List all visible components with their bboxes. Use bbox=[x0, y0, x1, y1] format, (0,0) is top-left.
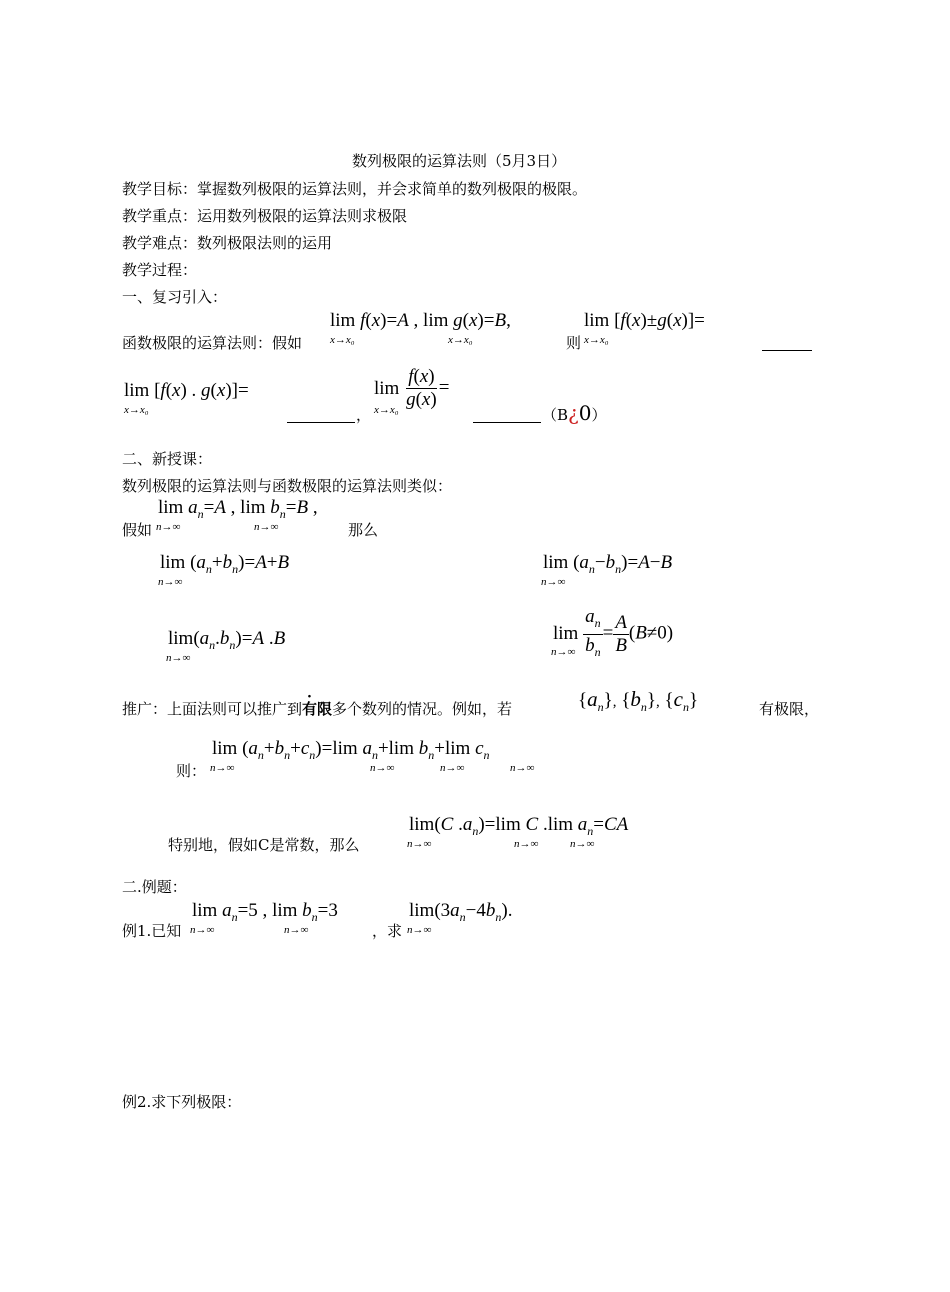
formula-sequence-limits-given: $\lim a_n=A$ , $\lim b_n=B$ , bbox=[158, 497, 318, 521]
sequence-rules-intro: 数列极限的运算法则与函数极限的运算法则类似： bbox=[122, 477, 453, 495]
formula-product-limit: lim [f(x) . g(x)]= bbox=[124, 380, 249, 401]
subscript-n-to-inf: n→∞ bbox=[551, 646, 576, 658]
then-label: 那么 bbox=[348, 521, 379, 539]
rule-sum: $\lim (a_n+b_n)=A+B$ bbox=[160, 552, 290, 576]
answer-blank-product[interactable] bbox=[287, 406, 355, 423]
subscript-n-to-inf: n→∞ bbox=[158, 576, 183, 588]
subscript-n-to-inf: n→∞ bbox=[514, 838, 539, 850]
rule-three-sum: $\lim (a_n+b_n+c_n)=\lim$ $a_n+\lim$ $b_n+\lim$ $c_n$ bbox=[212, 738, 490, 762]
answer-blank-quotient[interactable] bbox=[473, 406, 541, 423]
function-limit-rules-intro: 函数极限的运算法则：假如 bbox=[122, 334, 303, 352]
rule-difference: $\lim (a_n-b_n)=A-B$ bbox=[543, 552, 673, 576]
condition-B-nonzero: （B¿0） bbox=[542, 401, 607, 425]
subscript-n-to-inf: n→∞ bbox=[284, 924, 309, 936]
example-1-given: $\lim a_n=5$ , $\lim b_n=3$ bbox=[192, 900, 338, 924]
subscript-n-to-inf: n→∞ bbox=[166, 652, 191, 664]
rule-quotient: lim $\frac{a_n}{b_n}$ = $\frac{A}{B}$ (B≠0) bbox=[553, 606, 674, 659]
has-limit-label: 有极限， bbox=[759, 700, 820, 718]
section-new-lesson-heading: 二、新授课： bbox=[122, 450, 213, 468]
section-review-heading: 一、复习引入： bbox=[122, 288, 228, 306]
if-label: 假如 bbox=[122, 521, 153, 539]
subscript-n-to-inf: n→∞ bbox=[407, 838, 432, 850]
subscript-x-to-x0: x→x₀ bbox=[448, 334, 473, 346]
rule-product: $\lim(a_n.b_n)=A$ .B bbox=[168, 628, 286, 652]
subscript-x-to-x0: x→x₀ bbox=[330, 334, 355, 346]
subscript-n-to-inf: n→∞ bbox=[407, 924, 432, 936]
formula-quotient-limit: lim $\frac{f(x)}{g(x)}$ = bbox=[374, 366, 450, 410]
teaching-goal: 教学目标：掌握数列极限的运算法则，并会求简单的数列极限的极限。 bbox=[122, 180, 588, 198]
comma: ， bbox=[356, 406, 372, 424]
sequence-set-a: $\{a_n\}$, $\{b_n\}$, $\{c_n\}$ bbox=[578, 687, 699, 715]
subscript-x-to-x0: x→x₀ bbox=[124, 404, 149, 416]
generalization-text: 推广：上面法则可以推广到有限多个数列的情况。例如，若 bbox=[122, 700, 513, 718]
then-label: 则： bbox=[176, 762, 207, 780]
section-examples-heading: 二.例题： bbox=[122, 878, 187, 896]
subscript-n-to-inf: n→∞ bbox=[254, 521, 279, 533]
formula-sum-difference-limit: lim [f(x)±g(x)]= bbox=[584, 310, 705, 331]
subscript-n-to-inf: n→∞ bbox=[510, 762, 535, 774]
subscript-n-to-inf: n→∞ bbox=[156, 521, 181, 533]
subscript-n-to-inf: n→∞ bbox=[370, 762, 395, 774]
example-1-target: $\lim(3a_n-4b_n)$. bbox=[409, 900, 513, 924]
example-1-find: ，求 bbox=[372, 922, 403, 940]
page-title: 数列极限的运算法则（5月3日） bbox=[352, 152, 567, 170]
subscript-n-to-inf: n→∞ bbox=[190, 924, 215, 936]
example-2-heading: 例2.求下列极限： bbox=[122, 1093, 242, 1111]
answer-blank-sum[interactable] bbox=[762, 334, 812, 351]
rule-constant-multiple: lim(C $.a_n)=\lim$ C .lim $a_n=CA$ bbox=[409, 814, 629, 838]
constant-rule-text: 特别地，假如C是常数，那么 bbox=[168, 836, 360, 854]
subscript-n-to-inf: n→∞ bbox=[210, 762, 235, 774]
teaching-difficulty: 教学难点：数列极限法则的运用 bbox=[122, 234, 333, 252]
teaching-process: 教学过程： bbox=[122, 261, 198, 279]
formula-function-limits-given: lim f(x)=A , lim g(x)=B, bbox=[330, 310, 511, 331]
then-label: 则 bbox=[566, 334, 582, 352]
example-1-prefix: 例1.已知 bbox=[122, 922, 182, 940]
subscript-n-to-inf: n→∞ bbox=[570, 838, 595, 850]
subscript-x-to-x0: x→x₀ bbox=[584, 334, 609, 346]
subscript-x-to-x0: x→x₀ bbox=[374, 404, 399, 416]
teaching-key-point: 教学重点：运用数列极限的运算法则求极限 bbox=[122, 207, 408, 225]
subscript-n-to-inf: n→∞ bbox=[440, 762, 465, 774]
subscript-n-to-inf: n→∞ bbox=[541, 576, 566, 588]
